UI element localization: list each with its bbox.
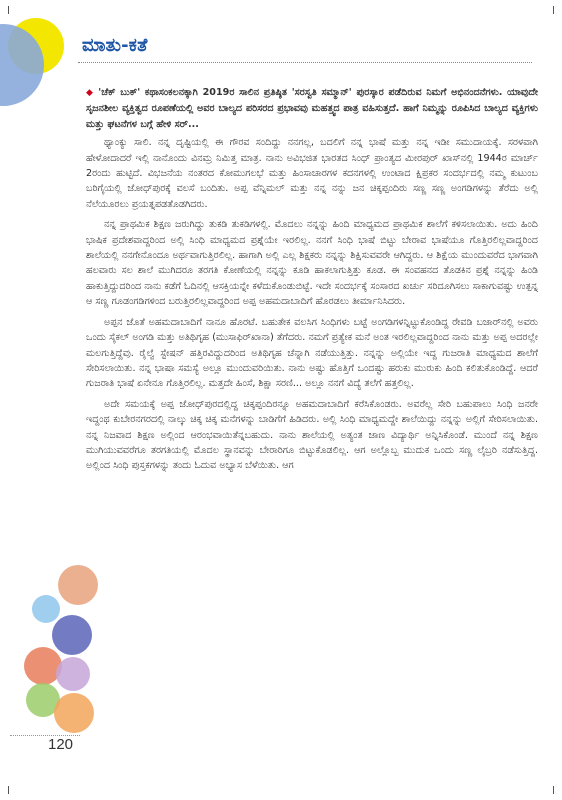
decor-circle	[54, 693, 94, 733]
crop-mark	[8, 786, 9, 794]
decor-circle	[56, 657, 90, 691]
decor-circle-cluster	[20, 565, 100, 745]
section-title: ಮಾತು-ಕತೆ	[82, 35, 148, 56]
paragraph-2: ನನ್ನ ಪ್ರಾಥಮಿಕ ಶಿಕ್ಷಣ ಜರುಗಿದ್ದು ತುಕಡಿ ತುಕಡಿಗಳಲ್ಲಿ. ಮೊದಲು ನನ್ನನ್ನು ಹಿಂದಿ ಮಾಧ್ಯಮದ ಪ್ರಾಥಮಿಕ ಶಾಲೆಗೆ ಕಳಿಸಲಾಯಿತು. ಅದು ಹಿಂದಿ ಭಾಷಿಕ ಪ್ರದೇಶವಾದ್ದರಿಂದ ಅಲ್ಲಿ ಸಿಂಧಿ ಮಾಧ್ಯಮದ ಪ್ರಶ್ನೆಯೇ ಇರಲಿಲ್ಲ. ನನಗೆ ಸಿಂಧಿ ಭಾಷೆ ಬಿಟ್ಟು ಬೇರಾವ ಭಾಷೆಯೂ ಗೊತ್ತಿರಲಿಲ್ಲವಾದ್ದರಿಂದ ಶಾಲೆಯಲ್ಲಿ ನನಗೇನೊಂದೂ ಅರ್ಥವಾಗುತ್ತಿರಲಿಲ್ಲ. ಹಾಗಾಗಿ ಅಲ್ಲಿ ಎಲ್ಲ ಶಿಕ್ಷಕರು ನನ್ನನ್ನು ಶಿಕ್ಷಿಸುವವರೇ ಆಗಿದ್ದರು. ಆ ಶಿಕ್ಷೆಯ ಮುಂದುವರೆದ ಭಾಗವಾಗಿ ಹಲವಾರು ಸಲ ಶಾಲೆ ಮುಗಿದರೂ ತರಗತಿ ಕೋಣೆಯಲ್ಲಿ ನನ್ನನ್ನು ಕೂಡಿ ಹಾಕಲಾಗುತ್ತಿತ್ತು ಕೂಡ. ಈ ಸಂವಹನದ ತೊಡಕಿನ ಪ್ರಶ್ನೆ ನನ್ನನ್ನು ಹಿಂಡಿ ಹಾಕುತ್ತಿದ್ದುದರಿಂದ ನಾನು ಕಡೆಗೆ ಓದಿನಲ್ಲಿ ಆಸಕ್ತಿಯನ್ನೇ ಕಳೆದುಕೊಂಡುಬಿಟ್ಟೆ. ಇದೇ ಸಂದರ್ಭಕ್ಕೆ ಸಂಸಾರದ ಖರ್ಚು ಸರಿದೂಗಿಸಲು ಸಾಕಾಗುವಷ್ಟು ಉತ್ಪನ್ನ ಆ ಸಣ್ಣ ಗೂಡಂಗಡಿಗಳಿಂದ ಬರುತ್ತಿರಲಿಲ್ಲವಾದ್ದರಿಂದ ಅಪ್ಪ ಅಹಮದಾಬಾದಿಗೆ ಹೊರಡಲು ತೀರ್ಮಾನಿಸಿದರು.	[86, 219, 538, 308]
page-number: 120	[48, 736, 74, 753]
crop-mark	[553, 786, 554, 794]
title-divider	[78, 62, 532, 63]
decor-circle	[32, 595, 60, 623]
crop-mark	[553, 6, 554, 14]
paragraph-3: ಅಪ್ಪನ ಜೊತೆ ಅಹಮದಾಬಾದಿಗೆ ನಾನೂ ಹೊರಟೆ. ಬಹುತೇಕ ವಲಸಿಗ ಸಿಂಧಿಗಳು ಬಟ್ಟೆ ಅಂಗಡಿಗಳನ್ನಿಟ್ಟುಕೊಂಡಿದ್ದ ರೇವಡಿ ಬಜಾರ್‌ನಲ್ಲಿ ಅವರು ಒಂದು ಸೈಕಲ್ ಅಂಗಡಿ ಮತ್ತು ಅತಿಥಿಗೃಹ (ಮುಸಾಫಿರ್‌ಖಾನಾ) ತೆಗೆದರು. ನಮಗೆ ಪ್ರತ್ಯೇಕ ಮನೆ ಅಂತ ಇರಲಿಲ್ಲವಾದ್ದರಿಂದ ನಾನು ಮತ್ತು ಅಪ್ಪ ಅದರಲ್ಲೇ ಮಲಗುತ್ತಿದ್ದೆವು. ರೈಲ್ವೆ ಸ್ಟೇಷನ್ ಹತ್ತಿರವಿದ್ದುದರಿಂದ ಅತಿಥಿಗೃಹ ಚೆನ್ನಾಗಿ ನಡೆಯುತ್ತಿತ್ತು. ನನ್ನನ್ನು ಅಲ್ಲಿಯೇ ಇದ್ದ ಗುಜರಾತಿ ಮಾಧ್ಯಮದ ಶಾಲೆಗೆ ಸೇರಿಸಲಾಯಿತು. ನನ್ನ ಭಾಷಾ ಸಮಸ್ಯೆ ಅಲ್ಲೂ ಮುಂದುವರಿಯಿತು. ನಾನು ಅಷ್ಟು ಹೊತ್ತಿಗೆ ಒಂದಷ್ಟು ಹರುಕು ಮುರುಕು ಹಿಂದಿ ಕಲಿತುಕೊಂಡಿದ್ದೆ. ಆದರೆ ಗುಜರಾತಿ ಭಾಷೆ ಏನೇನೂ ಗೊತ್ತಿರಲಿಲ್ಲ. ಮತ್ತದೇ ಹಿಂಸೆ, ಶಿಕ್ಷಾ ಸರಣಿ... ಅಲ್ಲೂ ನನಗೆ ವಿದ್ಯೆ ತಲೆಗೆ ಹತ್ತಲಿಲ್ಲ.	[86, 316, 538, 390]
decor-circle	[52, 615, 92, 655]
crop-mark	[8, 6, 9, 14]
paragraph-1: ಥ್ಯಾಂಕ್ಯು ಸಾಲಿ. ನನ್ನ ದೃಷ್ಟಿಯಲ್ಲಿ ಈ ಗೌರವ ಸಂದಿದ್ದು ನನಗಲ್ಲ, ಬದಲಿಗೆ ನನ್ನ ಭಾಷೆ ಮತ್ತು ನನ್ನ ಇಡೀ ಸಮುದಾಯಕ್ಕೆ. ಸರಳವಾಗಿ ಹೇಳೋದಾದರೆ ಇಲ್ಲಿ ನಾನೊಂದು ವಿನಮ್ರ ನಿಮಿತ್ತ ಮಾತ್ರ. ನಾನು ಅವಿಭಜಿತ ಭಾರತದ ಸಿಂಧ್ ಪ್ರಾಂತ್ಯದ ಮೀರಪುರ್ ಖಾಸ್‌ನಲ್ಲಿ 1944ರ ಮಾರ್ಚ್ 2ರಂದು ಹುಟ್ಟಿದೆ. ವಿಭಜನೆಯ ನಂತರದ ಕೋಮುಗಲಭೆ ಮತ್ತು ಹಿಂಸಾಚಾರಗಳ ಕದನಗಳಲ್ಲಿ ಉಂಟಾದ ಕ್ಷಿಪ್ರಕರ ಸಂದರ್ಭದಲ್ಲಿ ನಮ್ಮ ಕುಟುಂಬ ಬರಿಗೈಯಲ್ಲಿ ಜೋಧ್‌ಪುರಕ್ಕೆ ವಲಸೆ ಬಂದಿತು. ಅಪ್ಪ ವೆನ್ನಿಮಲ್ ಮತ್ತು ನನ್ನ ನನ್ನು ಜನ ಚಿಕ್ಕಪ್ಪಂದಿರು ಸಣ್ಣ ಸಣ್ಣ ಅಂಗಡಿಗಳನ್ನು ತೆರೆದು ಅಲ್ಲಿ ನೆಲೆಯೂರಲು ಪ್ರಯತ್ನಪಡತೊಡಗಿದರು.	[86, 137, 538, 210]
question-text: 'ಚೆಕ್ ಬುಕ್' ಕಥಾಸಂಕಲನಕ್ಕಾಗಿ 2019ರ ಸಾಲಿನ ಪ್ರತಿಷ್ಠಿತ 'ಸರಸ್ವತಿ ಸಮ್ಮಾನ್' ಪುರಸ್ಕಾರ ಪಡೆದಿರುವ ನಿಮಗೆ ಅಭಿನಂದನೆಗಳು. ಯಾವುದೇ ಸೃಜನಶೀಲ ವ್ಯಕ್ತಿತ್ವದ ರೂಪಣೆಯಲ್ಲಿ ಅವರ ಬಾಲ್ಯದ ಪರಿಸರದ ಪ್ರಭಾವವು ಮಹತ್ತ್ವದ ಪಾತ್ರ ವಹಿಸುತ್ತದೆ. ಹಾಗೆ ನಿಮ್ಮನ್ನು ರೂಪಿಸಿದ ಬಾಲ್ಯದ ವ್ಯಕ್ತಿಗಳು ಮತ್ತು ಘಟನೆಗಳ ಬಗ್ಗೆ ಹೇಳಿ ಸರ್...	[86, 87, 538, 130]
article-body	[86, 85, 538, 479]
paragraph-4: ಅದೇ ಸಮಯಕ್ಕೆ ಅಪ್ಪ ಜೋಧ್‌ಪುರದಲ್ಲಿದ್ದ ಚಿಕ್ಕಪ್ಪಂದಿರನ್ನೂ ಅಹಮದಾಬಾದಿಗೆ ಕರೆಸಿಕೊಂಡರು. ಅವರೆಲ್ಲ ಸೇರಿ ಬಹುಪಾಲು ಸಿಂಧಿ ಜನರೇ ಇದ್ದಂಥ ಕುಬೇರನಗರದಲ್ಲಿ ನಾಲ್ಕು ಚಿಕ್ಕ ಚಿಕ್ಕ ಮನೆಗಳನ್ನು ಬಾಡಿಗೆಗೆ ಹಿಡಿದರು. ಅಲ್ಲಿ ಸಿಂಧಿ ಮಾಧ್ಯಮದ್ದೇ ಶಾಲೆಯಿದ್ದು ನನ್ನನ್ನು ಅಲ್ಲಿಗೆ ಸೇರಿಸಲಾಯಿತು. ನನ್ನ ನಿಜವಾದ ಶಿಕ್ಷಣ ಅಲ್ಲಿಂದ ಆರಂಭವಾಯಿತೆನ್ನಬಹುದು. ನಾನು ಶಾಲೆಯಲ್ಲಿ ಅತ್ಯಂತ ಜಾಣ ವಿದ್ಯಾರ್ಥಿ ಅನ್ನಿಸಿಕೊಂಡೆ. ಮುಂದೆ ನನ್ನ ಶಿಕ್ಷಣ ಮುಗಿಯುವವರೆಗೂ ತರಗತಿಯಲ್ಲಿ ಮೊದಲ ಸ್ಥಾನವನ್ನು ಬೇರಾರಿಗೂ ಬಿಟ್ಟುಕೊಡಲಿಲ್ಲ. ಆಗ ಅಲ್ಲೊಬ್ಬ ಮುದುಕ ಒಂದು ಸಣ್ಣ ಲೈಬ್ರರಿ ನಡೆಸುತ್ತಿದ್ದ. ಅಲ್ಲಿಂದ ಸಿಂಧಿ ಪುಸ್ತಕಗಳನ್ನು ತಂದು ಓದುವ ಅಭ್ಯಾಸ ಬೆಳೆಯಿತು. ಆಗ	[86, 398, 538, 472]
interview-question	[86, 85, 538, 132]
decor-circle	[58, 565, 98, 605]
diamond-bullet-icon: ◆	[86, 88, 95, 98]
